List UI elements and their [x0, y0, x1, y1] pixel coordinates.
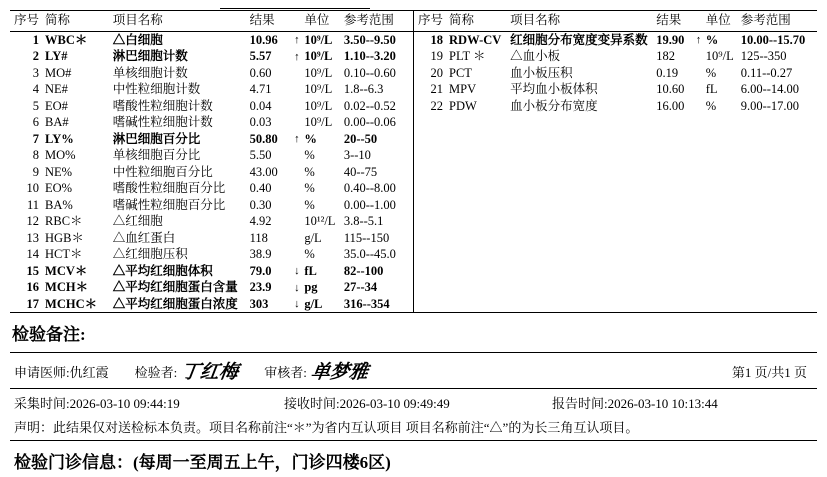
cell-unit: % — [304, 197, 315, 212]
cell-name: 淋巴细胞计数 — [112, 49, 188, 63]
table-row — [10, 246, 413, 263]
cell-flag: ↑ — [294, 34, 300, 46]
cell-ref: 125--350 — [740, 49, 787, 63]
cell-flag: ↓ — [294, 265, 300, 277]
header-no: 序号 — [414, 11, 447, 31]
cell-value: 16.00 — [656, 98, 685, 113]
cell-no: 5 — [32, 98, 40, 113]
cell-abbr: BA# — [45, 115, 69, 129]
results-column-right — [414, 11, 817, 312]
table-row — [10, 98, 413, 115]
tester-label: 检验者: — [134, 365, 178, 380]
cell-no: 4 — [32, 82, 40, 96]
cell-name: △平均红细胞体积 — [112, 263, 213, 278]
cell-no: 3 — [32, 65, 40, 80]
cell-flag — [291, 230, 302, 247]
cell-ref: 82--100 — [343, 263, 384, 278]
requesting-doctor-label: 申请医师: — [14, 365, 70, 380]
table-row — [414, 81, 817, 98]
cell-name: 红细胞分布宽度变异系数 — [510, 32, 648, 47]
cell-value: 0.19 — [656, 65, 679, 80]
table-row — [10, 131, 413, 148]
cell-unit: % — [304, 164, 315, 179]
cell-flag — [291, 98, 302, 115]
cell-abbr: MCV＊ — [45, 263, 88, 278]
cell-no: 15 — [26, 263, 40, 278]
cell-name: △平均红细胞蛋白含量 — [112, 280, 238, 294]
cell-unit: g/L — [304, 296, 323, 311]
cell-unit: 10⁹/L — [304, 82, 333, 96]
cell-unit: % — [705, 32, 719, 47]
results-column-left — [10, 11, 414, 312]
table-row — [10, 296, 413, 313]
cell-value: 10.96 — [249, 32, 278, 47]
cell-flag — [291, 213, 302, 230]
cell-no: 6 — [32, 115, 40, 129]
cell-flag — [693, 98, 704, 115]
cell-name: 中性粒细胞计数 — [112, 82, 201, 96]
cell-no: 1 — [32, 32, 40, 47]
header-name: 项目名称 — [508, 11, 654, 31]
cell-no: 22 — [430, 98, 444, 113]
table-row — [10, 263, 413, 280]
cell-name: △白细胞 — [112, 32, 163, 47]
cell-abbr: NE# — [45, 82, 68, 96]
table-row — [414, 48, 817, 65]
cell-name: 嗜酸性粒细胞百分比 — [112, 181, 226, 195]
cell-name: 嗜碱性粒细胞百分比 — [112, 197, 226, 212]
cell-no: 8 — [32, 148, 40, 162]
cell-name: △血红蛋白 — [112, 230, 176, 245]
lab-notes-label: 检验备注: — [10, 313, 817, 353]
cell-value: 5.50 — [249, 148, 272, 162]
cell-name: 中性粒细胞百分比 — [112, 164, 213, 179]
cell-flag: ↑ — [294, 133, 300, 145]
requesting-doctor — [14, 362, 109, 381]
cell-ref: 0.11--0.27 — [740, 65, 793, 80]
timestamps-row — [10, 389, 817, 415]
header-no: 序号 — [10, 11, 43, 31]
clinic-info: 检验门诊信息：(每周一至周五上午，门诊四楼6区) — [14, 453, 391, 472]
cell-value: 182 — [656, 49, 675, 63]
cell-name: △平均红细胞蛋白浓度 — [112, 296, 238, 311]
cell-abbr: MPV — [449, 82, 477, 96]
cell-value: 0.40 — [249, 181, 272, 195]
cell-abbr: MO% — [45, 148, 76, 162]
cell-unit: 10⁹/L — [304, 32, 333, 47]
cell-name: 嗜碱性粒细胞计数 — [112, 115, 213, 129]
cell-flag — [693, 48, 704, 65]
cell-unit: 10¹²/L — [304, 214, 336, 228]
cell-ref: 0.40--8.00 — [343, 181, 396, 195]
cell-ref: 0.00--1.00 — [343, 197, 396, 212]
cell-flag — [291, 65, 302, 82]
cell-value: 4.71 — [249, 82, 272, 96]
header-flag — [291, 11, 302, 31]
header-unit: 单位 — [302, 11, 342, 31]
cell-name: 血小板分布宽度 — [510, 98, 598, 113]
table-row — [10, 31, 413, 48]
table-row — [10, 230, 413, 247]
cell-name: △红细胞 — [112, 214, 163, 228]
cell-unit: 10⁹/L — [705, 49, 734, 63]
tester — [135, 362, 239, 381]
declaration-text: 声明：此结果仅对送检标本负责。项目名称前注“＊”为省内互认项目 项目名称前注“△”的为长三角互认项目。 — [10, 415, 817, 441]
requesting-doctor-name: 仇红霞 — [69, 365, 109, 380]
cell-abbr: LY% — [45, 131, 74, 146]
cell-unit: 10⁹/L — [304, 65, 333, 80]
cell-no: 10 — [26, 181, 40, 195]
header-unit: 单位 — [704, 11, 739, 31]
table-row — [10, 180, 413, 197]
header-value: 结果 — [248, 11, 292, 31]
cell-no: 18 — [430, 32, 444, 47]
cell-no: 16 — [26, 280, 40, 294]
cell-value: 50.80 — [249, 131, 278, 146]
cell-flag: ↓ — [294, 281, 300, 294]
cell-value: 0.04 — [249, 98, 272, 113]
cell-abbr: MCH＊ — [45, 280, 89, 294]
cell-name: 平均血小板体积 — [510, 82, 598, 96]
cell-abbr: MO# — [45, 65, 72, 80]
cell-abbr: HCT＊ — [45, 247, 83, 261]
cell-flag — [291, 114, 302, 131]
header-value: 结果 — [654, 11, 693, 31]
results-table-right — [414, 11, 817, 114]
cell-abbr: LY# — [45, 49, 68, 63]
cell-flag — [291, 180, 302, 197]
cell-no: 14 — [26, 247, 40, 261]
cell-ref: 35.0--45.0 — [343, 247, 396, 261]
cell-flag — [291, 164, 302, 181]
table-row — [10, 147, 413, 164]
cell-no: 11 — [26, 197, 40, 212]
cell-ref: 3.50--9.50 — [343, 32, 396, 47]
cell-value: 4.92 — [249, 214, 272, 228]
reviewer-label: 审核者: — [264, 365, 307, 380]
cell-ref: 1.10--3.20 — [343, 49, 396, 63]
top-partial-rule — [10, 0, 817, 10]
table-row — [10, 81, 413, 98]
table-row — [10, 213, 413, 230]
table-body-right — [414, 31, 817, 114]
table-row — [414, 65, 817, 82]
cell-value: 118 — [249, 230, 268, 245]
cell-value: 0.03 — [249, 115, 272, 129]
cell-unit: % — [304, 131, 317, 146]
cell-flag — [291, 197, 302, 214]
cell-value: 19.90 — [656, 32, 685, 47]
cell-unit: % — [705, 65, 717, 80]
header-flag — [693, 11, 704, 31]
cell-abbr: PCT — [449, 65, 472, 80]
cell-ref: 0.00--0.06 — [343, 115, 396, 129]
cell-abbr: PDW — [449, 98, 477, 113]
cell-ref: 20--50 — [343, 131, 378, 146]
cell-no: 12 — [26, 214, 40, 228]
header-ref: 参考范围 — [342, 11, 413, 31]
cell-abbr: RDW-CV — [449, 32, 502, 47]
cell-value: 5.57 — [249, 49, 272, 63]
table-header-row — [10, 11, 413, 31]
cell-abbr: EO% — [45, 181, 73, 195]
cell-unit: fL — [304, 263, 317, 278]
cell-ref: 3--10 — [343, 148, 371, 162]
cell-unit: 10⁹/L — [304, 49, 333, 63]
cell-unit: % — [304, 148, 315, 162]
reviewer — [264, 362, 368, 381]
cell-value: 23.9 — [249, 280, 272, 294]
cell-value: 79.0 — [249, 263, 272, 278]
cell-abbr: EO# — [45, 98, 68, 113]
cell-flag — [693, 65, 704, 82]
table-row — [414, 31, 817, 48]
cell-ref: 3.8--5.1 — [343, 214, 384, 228]
cell-abbr: RBC＊ — [45, 214, 83, 228]
header-name: 项目名称 — [111, 11, 248, 31]
cell-name: △红细胞压积 — [112, 247, 188, 261]
table-row — [10, 279, 413, 296]
table-row — [10, 65, 413, 82]
cell-no: 21 — [430, 82, 444, 96]
header-abbr: 简称 — [447, 11, 508, 31]
reviewer-signature: 单梦雅 — [309, 360, 370, 383]
cell-ref: 40--75 — [343, 164, 378, 179]
cell-value: 0.30 — [249, 197, 272, 212]
cell-no: 17 — [26, 296, 40, 311]
cell-ref: 316--354 — [343, 296, 390, 311]
table-row — [10, 114, 413, 131]
receive-time: 接收时间:2026-03-10 09:49:49 — [284, 396, 450, 411]
cell-ref: 27--34 — [343, 280, 378, 294]
cell-ref: 115--150 — [343, 230, 390, 245]
cell-abbr: MCHC＊ — [45, 296, 98, 311]
cell-abbr: HGB＊ — [45, 230, 84, 245]
cell-flag: ↑ — [695, 34, 702, 46]
cell-no: 9 — [32, 164, 40, 179]
cell-no: 2 — [32, 49, 40, 63]
table-row — [414, 98, 817, 115]
table-row — [10, 197, 413, 214]
cell-unit: % — [304, 181, 315, 195]
cell-value: 43.00 — [249, 164, 278, 179]
signature-row — [10, 353, 817, 389]
cell-ref: 10.00--15.70 — [740, 32, 806, 47]
page-info: 第1 页/共1 页 — [731, 365, 807, 380]
cell-no: 20 — [430, 65, 444, 80]
cell-unit: 10⁹/L — [304, 98, 333, 113]
tester-signature: 丁红梅 — [179, 360, 240, 383]
header-abbr: 简称 — [43, 11, 111, 31]
table-row — [10, 164, 413, 181]
cell-unit: fL — [705, 82, 718, 96]
table-row — [10, 48, 413, 65]
cell-no: 13 — [26, 230, 40, 245]
cell-ref: 0.02--0.52 — [343, 98, 396, 113]
cell-value: 303 — [249, 296, 269, 311]
cell-value: 0.60 — [249, 65, 272, 80]
cell-flag — [291, 147, 302, 164]
table-body-left — [10, 31, 413, 312]
table-header-row — [414, 11, 817, 31]
cell-abbr: WBC＊ — [45, 32, 88, 47]
cell-abbr: PLT ＊ — [449, 49, 486, 63]
results-table — [10, 10, 817, 313]
cell-ref: 1.8--6.3 — [343, 82, 384, 96]
cell-abbr: BA% — [45, 197, 73, 212]
cell-flag — [693, 81, 704, 98]
cell-flag: ↑ — [294, 50, 300, 63]
cell-name: 单核细胞百分比 — [112, 148, 201, 162]
cell-no: 7 — [32, 131, 40, 146]
cell-name: 嗜酸性粒细胞计数 — [112, 98, 213, 113]
cell-flag — [291, 81, 302, 98]
cell-unit: pg — [304, 280, 318, 294]
header-ref: 参考范围 — [739, 11, 817, 31]
cell-name: 血小板压积 — [510, 65, 573, 80]
cell-abbr: NE% — [45, 164, 73, 179]
cell-name: 单核细胞计数 — [112, 65, 188, 80]
cell-value: 38.9 — [249, 247, 272, 261]
results-table-left — [10, 11, 413, 312]
cell-ref: 6.00--14.00 — [740, 82, 800, 96]
top-rule-segment — [220, 8, 370, 9]
cell-name: △血小板 — [510, 49, 561, 63]
cell-flag: ↓ — [294, 298, 300, 310]
cell-unit: 10⁹/L — [304, 115, 333, 129]
cell-ref: 9.00--17.00 — [740, 98, 800, 113]
collect-time: 采集时间:2026-03-10 09:44:19 — [14, 396, 180, 411]
cell-unit: % — [705, 98, 717, 113]
cell-flag — [291, 246, 302, 263]
cell-unit: % — [304, 247, 315, 261]
cell-unit: g/L — [304, 230, 322, 245]
cell-no: 19 — [430, 49, 444, 63]
cell-value: 10.60 — [656, 82, 685, 96]
cell-ref: 0.10--0.60 — [343, 65, 396, 80]
report-time: 报告时间:2026-03-10 10:13:44 — [552, 396, 718, 411]
cell-name: 淋巴细胞百分比 — [112, 131, 201, 146]
